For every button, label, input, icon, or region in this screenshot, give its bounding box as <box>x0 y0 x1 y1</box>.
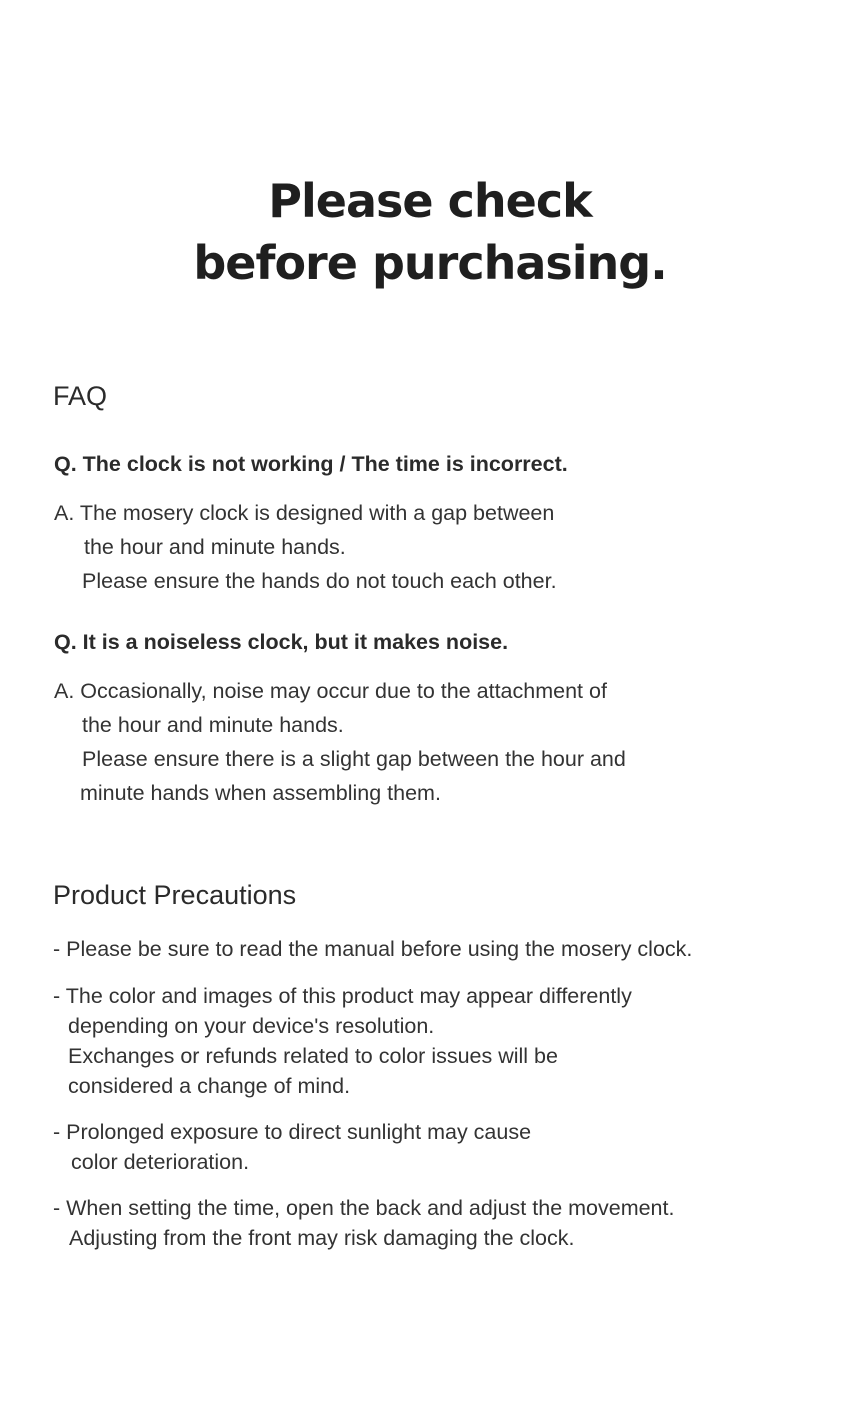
faq-answer-1-line-1: A. The mosery clock is designed with a gap between <box>54 501 555 525</box>
faq-heading: FAQ <box>53 381 108 411</box>
faq-answer-2-line-2: the hour and minute hands. <box>82 713 344 737</box>
faq-answer-1 <box>54 496 557 598</box>
page-title-line-2: before purchasing. <box>193 236 667 290</box>
precaution-item-1 <box>53 934 692 964</box>
precaution-item-3-line-1: - Prolonged exposure to direct sunlight may cause <box>53 1120 532 1144</box>
precaution-item-4-line-1: - When setting the time, open the back and adjust the movement. <box>53 1196 675 1220</box>
precaution-item-1-line-1: - Please be sure to read the manual before using the mosery clock. <box>53 937 693 961</box>
precaution-item-2-line-4: considered a change of mind. <box>68 1074 351 1098</box>
faq-answer-2-line-1: A. Occasionally, noise may occur due to the attachment of <box>54 679 607 703</box>
precaution-item-2-line-1: - The color and images of this product may appear differently <box>53 984 632 1008</box>
faq-question-1: Q. The clock is not working / The time is incorrect. <box>54 452 568 476</box>
precaution-item-2-line-2: depending on your device's resolution. <box>68 1014 435 1038</box>
precautions-heading: Product Precautions <box>53 880 297 910</box>
faq-answer-2-line-4: minute hands when assembling them. <box>80 781 441 805</box>
precaution-item-2 <box>53 981 632 1101</box>
faq-question-2: Q. It is a noiseless clock, but it makes noise. <box>54 630 509 654</box>
page-title-line-1: Please check <box>268 174 592 228</box>
faq-answer-2 <box>54 674 626 810</box>
precaution-item-3 <box>53 1117 531 1177</box>
faq-answer-2-line-3: Please ensure there is a slight gap between the hour and <box>82 747 626 771</box>
faq-answer-1-line-3: Please ensure the hands do not touch each other. <box>82 569 557 593</box>
page-title <box>0 170 860 294</box>
precaution-item-2-line-3: Exchanges or refunds related to color issues will be <box>68 1044 558 1068</box>
faq-answer-1-line-2: the hour and minute hands. <box>84 535 346 559</box>
precaution-item-4-line-2: Adjusting from the front may risk damaging the clock. <box>69 1226 575 1250</box>
precaution-item-4 <box>53 1193 674 1253</box>
precaution-item-3-line-2: color deterioration. <box>71 1150 250 1174</box>
